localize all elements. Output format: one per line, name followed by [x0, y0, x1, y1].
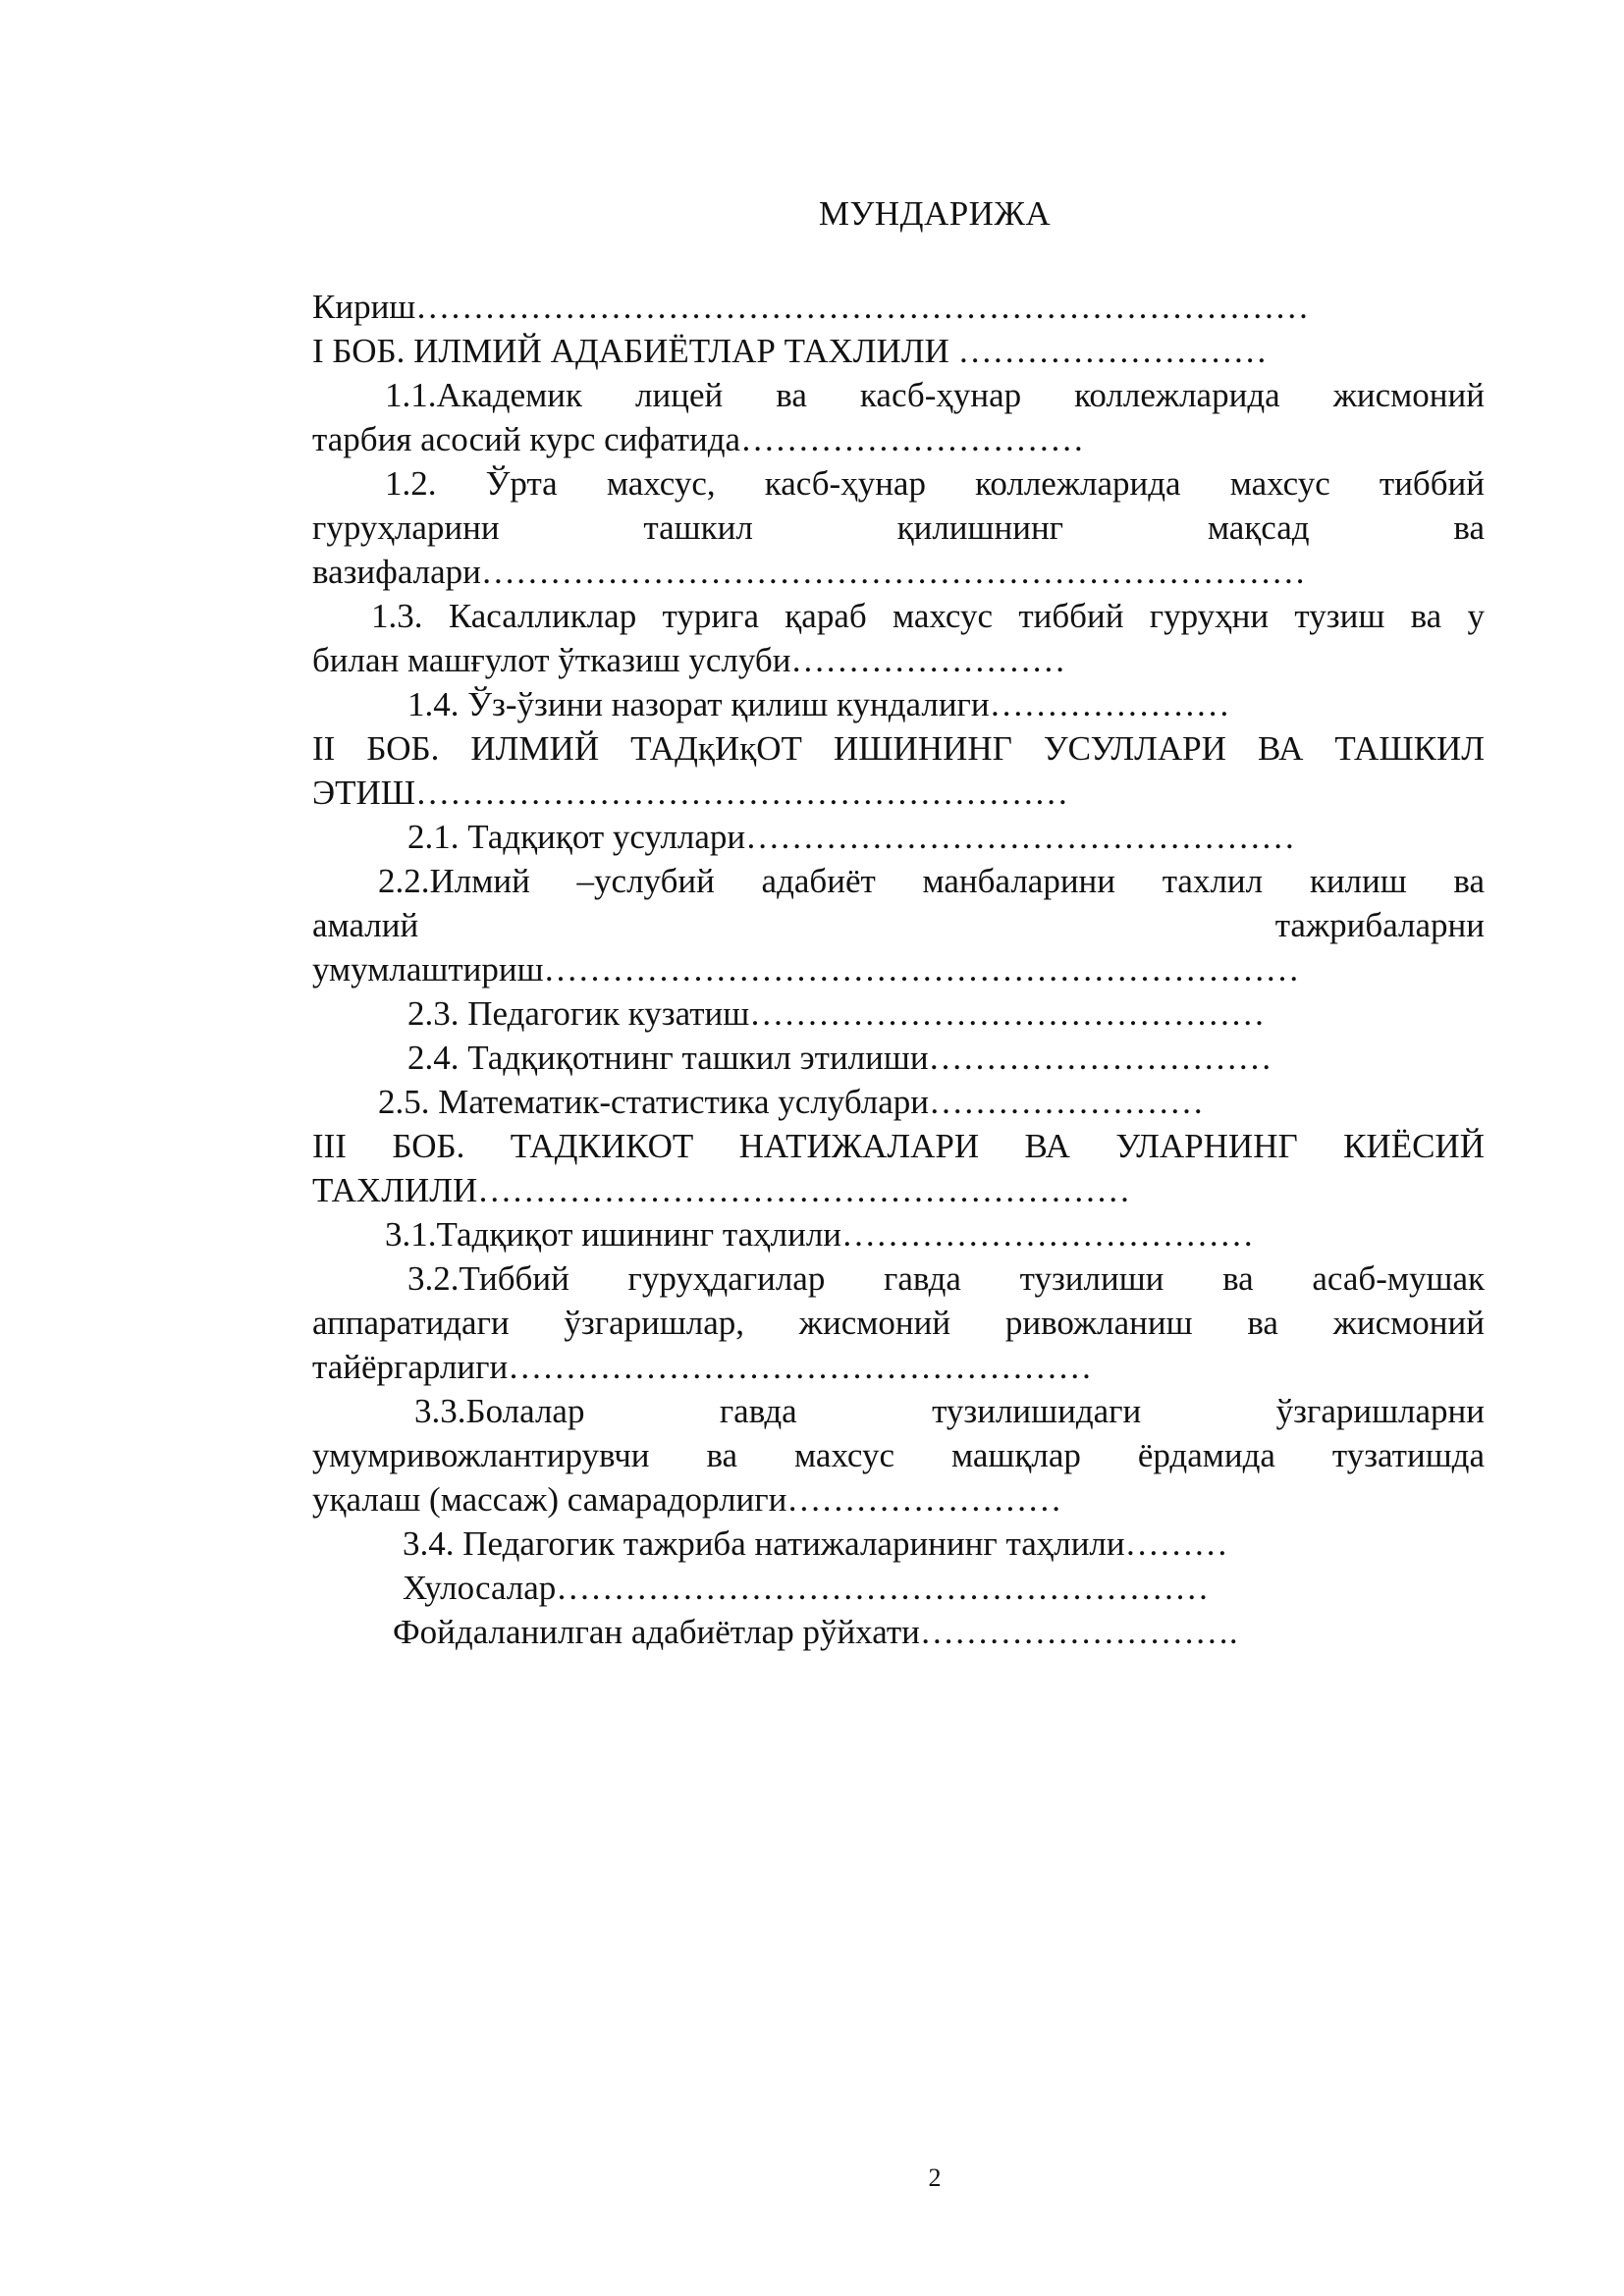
page-number: 2	[928, 2163, 942, 2192]
toc-entry-1-1-line-2: тарбия асосий курс сифатида…………………………	[312, 420, 1085, 458]
toc-entry-introduction: Кириш……………………………………………………………………	[312, 288, 1310, 326]
toc-chapter-3-heading-line-1: III БОБ. ТАДКИКОТ НАТИЖАЛАРИ ВА УЛАРНИНГ КИЁСИЙ	[312, 1127, 1485, 1165]
document-title: МУНДАРИЖА	[818, 194, 1052, 233]
toc-entry-2-3: 2.3. Педагогик кузатиш………………………………………	[407, 994, 1266, 1033]
toc-entry-1-2-line-2: гуруҳларини ташкил қилишнинг мақсад ва	[312, 508, 1485, 547]
toc-entry-3-4: 3.4. Педагогик тажриба натижаларининг таҳлили………	[403, 1524, 1228, 1563]
toc-entry-1-3-line-1: 1.3. Касалликлар турига қараб махсус тиббий гуруҳни тузиш ва у	[371, 597, 1485, 635]
toc-entry-2-1: 2.1. Тадқиқот усуллари…………………………………………	[407, 818, 1296, 856]
toc-chapter-2-heading-line-1: II БОБ. ИЛМИЙ ТАДқИқОТ ИШИНИНГ УСУЛЛАРИ ВА ТАШКИЛ	[312, 729, 1485, 768]
toc-entry-3-3-line-2: умумривожлантирувчи ва махсус машқлар ёрдамида тузатишда	[312, 1436, 1485, 1474]
toc-entry-2-5: 2.5. Математик-статистика услублари……………………	[378, 1083, 1204, 1121]
toc-entry-2-4: 2.4. Тадқиқотнинг ташкил этилиши…………………………	[407, 1039, 1272, 1077]
toc-entry-3-1: 3.1.Тадқиқот ишининг таҳлили………………………………	[385, 1215, 1255, 1254]
toc-entry-1-1-line-1: 1.1.Академик лицей ва касб-ҳунар коллежларида жисмоний	[385, 376, 1485, 414]
toc-entry-3-3-line-3: уқалаш (массаж) самарадорлиги……………………	[312, 1480, 1062, 1519]
toc-entry-2-2-line-2: амалий тажрибаларни	[312, 906, 1485, 944]
toc-entry-3-2-line-3: тайёргарлиги……………………………………………	[312, 1348, 1093, 1386]
toc-entry-3-3-line-1: 3.3.Болалар гавда тузилишидаги ўзгаришларни	[414, 1392, 1485, 1430]
toc-entry-2-2-line-1: 2.2.Илмий –услубий адабиёт манбаларини тахлил килиш ва	[378, 862, 1485, 900]
toc-entry-1-2-line-3: вазифалари………………………………………………………………	[312, 553, 1306, 591]
toc-entry-3-2-line-2: аппаратидаги ўзгаришлар, жисмоний ривожланиш ва жисмоний	[312, 1304, 1485, 1342]
toc-chapter-3-heading-line-2: ТАХЛИЛИ…………………………………………………	[312, 1171, 1131, 1209]
toc-entry-conclusions: Хулосалар…………………………………………………	[403, 1569, 1210, 1607]
toc-entry-1-3-line-2: билан машғулот ўтказиш услуби……………………	[312, 641, 1066, 679]
toc-entry-references: Фойдаланилган адабиётлар рўйхати……………………….	[393, 1613, 1238, 1651]
toc-entry-3-2-line-1: 3.2.Тиббий гуруҳдагилар гавда тузилиши ва асаб-мушак	[407, 1259, 1485, 1298]
toc-chapter-1-heading: I БОБ. ИЛМИЙ АДАБИЁТЛАР ТАХЛИЛИ ………………………	[312, 332, 1268, 370]
toc-chapter-2-heading-line-2: ЭТИШ…………………………………………………	[312, 774, 1069, 812]
toc-entry-1-4: 1.4. Ўз-ўзини назорат қилиш кундалиги…………………	[407, 685, 1230, 723]
toc-entry-1-2-line-1: 1.2. Ўрта махсус, касб-ҳунар коллежларида махсус тиббий	[385, 464, 1485, 503]
toc-entry-2-2-line-3: умумлаштириш…………………………………………………………	[312, 950, 1300, 988]
